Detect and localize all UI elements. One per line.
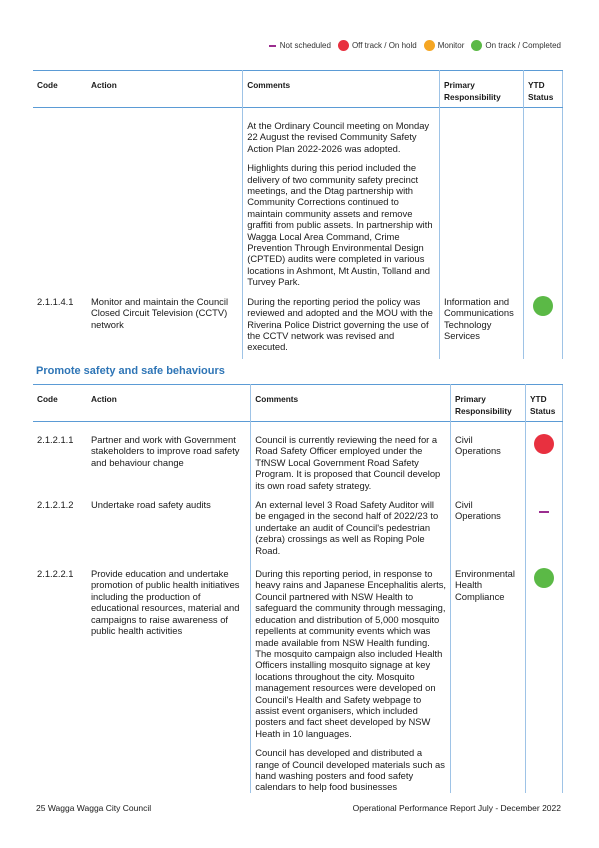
status-green-icon [533, 296, 553, 316]
legend-monitor [424, 40, 465, 51]
row-code: 2.1.2.2.1 [37, 568, 74, 580]
status-green-icon [534, 568, 554, 588]
section-title: Promote safety and safe behaviours [36, 365, 225, 377]
row-comments: An external level 3 Road Safety Auditor will be engaged in the second half of 2022/23 to undertake an audit of Council's pedestrian (zebra) crossings as well as Roping Pole Road. [251, 499, 451, 568]
table-header-row [33, 385, 563, 422]
comment-paragraph: At the Ordinary Council meeting on Monday 22 August the revised Community Safety Action Plan 2022-2026 was adopted. [247, 120, 430, 154]
row-responsibility: Information and Communications Technology Services [443, 295, 514, 341]
status-red-icon [534, 434, 554, 454]
legend-not-scheduled [269, 41, 331, 50]
header-responsibility: Primary Responsibility [455, 394, 512, 416]
header-status: YTD Status [523, 71, 562, 108]
footer-right: Operational Performance Report July - December 2022 [352, 803, 561, 813]
row-action: Undertake road safety audits [90, 499, 211, 511]
not-scheduled-dash-icon [269, 45, 276, 47]
status-not-scheduled-icon [539, 511, 549, 513]
header-code: Code [37, 80, 58, 90]
table-row [33, 499, 563, 568]
red-dot-icon [338, 40, 349, 51]
table-row [33, 568, 563, 793]
table-row-continued [33, 108, 563, 296]
header-comments: Comments [243, 71, 440, 108]
actions-table [33, 384, 563, 793]
row-action: Partner and work with Government stakeholders to improve road safety and behaviour change [90, 434, 240, 468]
row-comments: During the reporting period the policy was reviewed and adopted and the MOU with the Riverina Police District governing the use of the CCTV network was revised and executed. [243, 296, 440, 359]
status-legend [262, 40, 561, 51]
legend-label: Not scheduled [279, 41, 331, 50]
row-comments: Council is currently reviewing the need for a Road Safety Officer employed under the TfNSW Local Government Road Safety Program. It is proposed that Council develop its own road safety strategy. [251, 422, 451, 500]
table-row [33, 422, 563, 500]
actions-table-continued [33, 70, 563, 359]
comment-paragraph: Council has developed and distributed a range of Council developed materials such as hand washing posters and food safety calendars to help food businesses [255, 747, 445, 793]
legend-label: On track / Completed [485, 41, 561, 50]
legend-label: Off track / On hold [351, 41, 417, 50]
footer-left: 25 Wagga Wagga City Council [36, 803, 152, 813]
table-header-row [33, 71, 563, 108]
comment-paragraph: During this reporting period, in response to heavy rains and Japanese Encephalitis alerts, Council partnered with NSW Health to safeguard the community through messaging, education and distribution of 5,000 mosquito repellents at community events which was made available from NSW Health funding. The mosquito campaign also included Health Officers installing mosquito signage at key locations throughout the city. Mosquito management resources were developed on Council's Health and Safety webpage to assist event organisers, which included posters and fact sheet developed by NSW Heath in 10 languages. [255, 568, 447, 739]
header-status: YTD Status [525, 385, 562, 422]
row-responsibility: Environmental Health Compliance [455, 568, 515, 602]
header-comments: Comments [251, 385, 451, 422]
page-footer [36, 803, 561, 813]
comment-paragraph: Highlights during this period included the delivery of two community safety precinct meetings, and the Dtag partnership with Community Corrections continued to maintain community assets and remove graffiti from public assets. In partnership with Wagga Local Area Command, Crime Prevention Through Environmental Design (CPTED) audits were completed in various locations in Ashmont, Mt Austin, Tolland and Turvey Park. [247, 162, 433, 288]
legend-on-track [471, 40, 561, 51]
row-action: Provide education and undertake promotion of public health initiatives including the production of educational resources, material and campaigns to raise awareness of public health activities [90, 568, 240, 637]
orange-dot-icon [424, 40, 435, 51]
header-action: Action [90, 394, 117, 404]
row-responsibility: Civil Operations [455, 499, 501, 522]
legend-label: Monitor [437, 41, 465, 50]
table-row [33, 296, 563, 359]
header-responsibility: Primary Responsibility [443, 80, 501, 102]
header-code: Code [37, 394, 58, 404]
header-action: Action [90, 80, 117, 90]
green-dot-icon [471, 40, 482, 51]
row-action: Monitor and maintain the Council Closed Circuit Television (CCTV) network [90, 295, 229, 330]
row-code: 2.1.2.1.2 [37, 499, 74, 511]
row-responsibility: Civil Operations [455, 434, 501, 457]
legend-off-track [338, 40, 417, 51]
row-code: 2.1.2.1.1 [37, 434, 74, 445]
row-code: 2.1.1.4.1 [37, 295, 74, 307]
